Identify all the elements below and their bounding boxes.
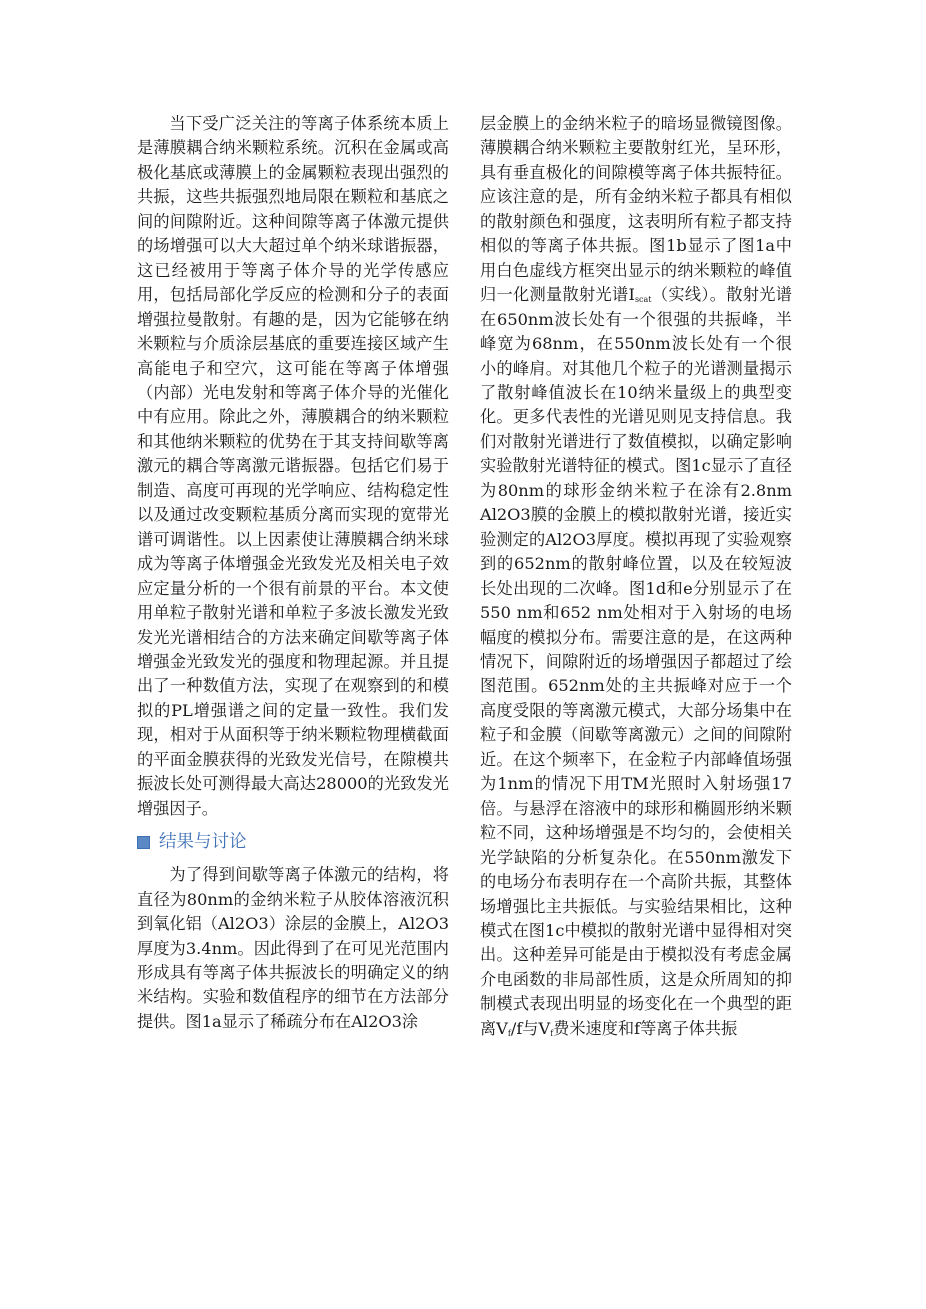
subscript-scat: scat <box>634 295 652 305</box>
text-segment: （实线）。散射光谱在650nm波长处有一个很强的共振峰，半峰宽为68nm，在550nm波长处有一个很小的峰肩。对其他几个粒子的光谱测量揭示了散射峰值波长在10纳米量级上的典型变化。更多代表性的光谱见则见支持信息。我们对散射光谱进行了数值模拟，以确定影响实验散射光谱特征的模式。图1c显示了直径为80nm的球形金纳米粒子在涂有2.8nm Al2O3膜的金膜上的模拟散射光谱，接近实验测定的Al2O3厚度。模拟再现了实验观察到的652nm的散射峰位置，以及在较短波长处出现的二次峰。图1d和e分别显示了在550 nm和652 nm处相对于入射场的电场幅度的模拟分布。需要注意的是，在这两种情况下，间隙附近的场增强因子都超过了绘图范围。652nm处的主共振峰对应于一个高度受限的等离激元模式，大部分场集中在粒子和金膜（间歇等离激元）之间的间隙附近。在这个频率下，在金粒子内部峰值场强为1nm的情况下用TM光照时入射场强17倍。与悬浮在溶液中的球形和椭圆形纳米颗粒不同，这种场增强是不均匀的，会使相关光学缺陷的分析复杂化。在550nm激发下的电场分布表明存在一个高阶共振，其整体场增强比主共振低。与实验结果相比，这种模式在图1c中模拟的散射光谱中显得相对突出。这种差异可能是由于模拟没有考虑金属介电函数的非局部性质，这是众所周知的抑制模式表现出明显的场变化在一个典型的距离V <box>480 285 792 1038</box>
left-column <box>137 112 449 1034</box>
text-segment: 费米速度和f等离子体共振 <box>553 1018 738 1038</box>
square-bullet-icon <box>137 836 150 849</box>
text-segment: 层金膜上的金纳米粒子的暗场显微镜图像。薄膜耦合纳米颗粒主要散射红光，呈环形，具有垂直极化的间隙模等离子体共振特征。应该注意的是，所有金纳米粒子都具有相似的散射颜色和强度，这表明所有粒子都支持相似的等离子体共振。图1b显示了图1a中用白色虚线方框突出显示的纳米颗粒的峰值归一化测量散射光谱I <box>480 114 792 305</box>
right-column <box>480 112 792 1041</box>
text-segment: /f与V <box>510 1018 551 1038</box>
section-heading <box>137 829 449 855</box>
continued-paragraph <box>480 112 792 1041</box>
subscript-f: f <box>550 1028 554 1038</box>
results-paragraph: 为了得到间歇等离子体激元的结构，将直径为80nm的金纳米粒子从胶体溶液沉积到氧化铝（Al2O3）涂层的金膜上，Al2O3厚度为3.4nm。因此得到了在可见光范围内形成具有等离子体共振波长的明确定义的纳米结构。实验和数值程序的细节在方法部分提供。图1a显示了稀疏分布在Al2O3涂 <box>137 865 449 1031</box>
section-heading-text: 结果与讨论 <box>159 832 247 853</box>
intro-paragraph: 当下受广泛关注的等离子体系统本质上是薄膜耦合纳米颗粒系统。沉积在金属或高极化基底或薄膜上的金属颗粒表现出强烈的共振，这些共振强烈地局限在颗粒和基底之间的间隙附近。这种间隙等离子体激元提供的场增强可以大大超过单个纳米球谐振器，这已经被用于等离子体介导的光学传感应用，包括局部化学反应的检测和分子的表面增强拉曼散射。有趣的是，因为它能够在纳米颗粒与介质涂层基底的重要连接区域产生高能电子和空穴，这可能在等离子体增强（内部）光电发射和等离子体介导的光催化中有应用。除此之外，薄膜耦合的纳米颗粒和其他纳米颗粒的优势在于其支持间歇等离激元的耦合等离激元谐振器。包括它们易于制造、高度可再现的光学响应、结构稳定性以及通过改变颗粒基质分离而实现的宽带光谱可调谐性。以上因素使让薄膜耦合纳米球成为等离子体增强金光致发光及相关电子效应定量分析的一个很有前景的平台。本文使用单粒子散射光谱和单粒子多波长激发光致发光光谱相结合的方法来确定间歇等离子体增强金光致发光的强度和物理起源。并且提出了一种数值方法，实现了在观察到的和模拟的PL增强谱之间的定量一致性。我们发现，相对于从面积等于纳米颗粒物理横截面的平面金膜获得的光致发光信号，在隙模共振波长处可测得最大高达28000的光致发光增强因子。 <box>137 114 449 818</box>
subscript-f: f <box>507 1028 511 1038</box>
